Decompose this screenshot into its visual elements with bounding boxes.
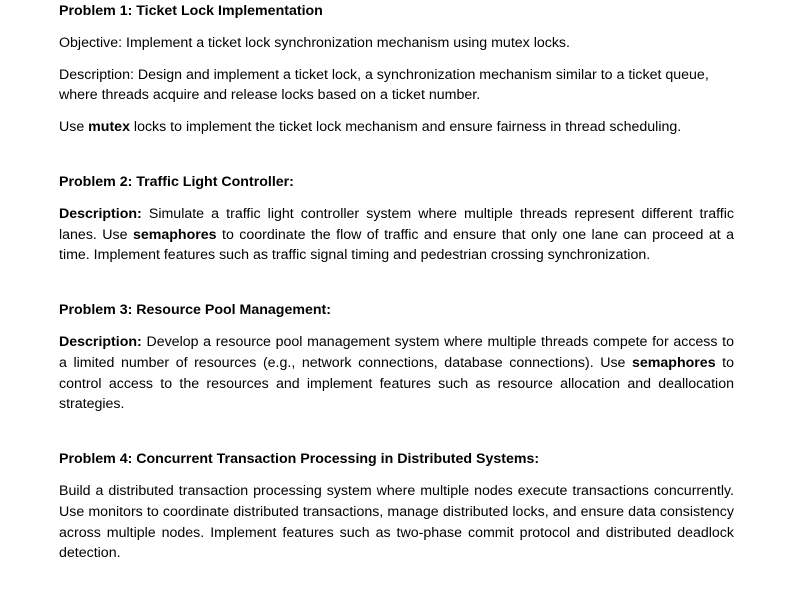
problem-4-title: Problem 4: Concurrent Transaction Processing in Distributed Systems: <box>59 451 540 468</box>
problem-2-title: Problem 2: Traffic Light Controller: <box>59 173 294 190</box>
problem-3-title: Problem 3: Resource Pool Management: <box>59 302 331 319</box>
description-text-part2: to control access to the resources and implement features such as resource allocation and deallocation strategies. <box>59 354 734 413</box>
section-spacer <box>59 138 734 171</box>
problem-2 <box>59 171 734 266</box>
description-text-part1: Develop a resource pool management system where multiple threads compete for access to a limited number of resources (e.g., network connections, database connections). Use <box>59 333 734 371</box>
section-spacer <box>59 266 734 299</box>
problem-1 <box>59 0 734 138</box>
problem-3-description <box>59 332 734 415</box>
description-keyword-semaphores: semaphores <box>632 354 716 371</box>
description-text-part1: Simulate a traffic light controller system where multiple threads represent different traffic lanes. Use <box>59 205 734 243</box>
document <box>59 0 734 564</box>
description-label: Description: <box>59 205 142 222</box>
problem-1-objective: Objective: Implement a ticket lock synchronization mechanism using mutex locks. <box>59 34 570 51</box>
problem-3 <box>59 299 734 415</box>
problem-1-usage <box>59 117 734 138</box>
usage-prefix: Use <box>59 119 89 136</box>
description-keyword-semaphores: semaphores <box>132 226 217 243</box>
problem-2-description <box>59 204 734 266</box>
usage-keyword-mutex: mutex <box>88 119 130 136</box>
description-text-part2: to coordinate the flow of traffic and ensure that only one lane can proceed at a time. Implement features such as traffic signal timing and pedestrian crossing synchronization. <box>59 226 734 264</box>
description-label: Description: <box>59 333 142 350</box>
problem-4 <box>59 448 734 564</box>
section-spacer <box>59 415 734 448</box>
problem-4-body: Build a distributed transaction processing system where multiple nodes execute transactions concurrently. Use monitors to coordinate distributed transactions, manage distributed locks, and ensure data consistency across multiple nodes. Implement features such as two-phase commit protocol and distributed deadlock detection. <box>59 482 734 562</box>
problem-1-title: Problem 1: Ticket Lock Implementation <box>59 3 323 19</box>
problem-1-description: Description: Design and implement a ticket lock, a synchronization mechanism similar to a ticket queue, where threads acquire and release locks based on a ticket number. <box>59 66 709 104</box>
usage-suffix: locks to implement the ticket lock mechanism and ensure fairness in thread scheduling. <box>129 119 682 136</box>
